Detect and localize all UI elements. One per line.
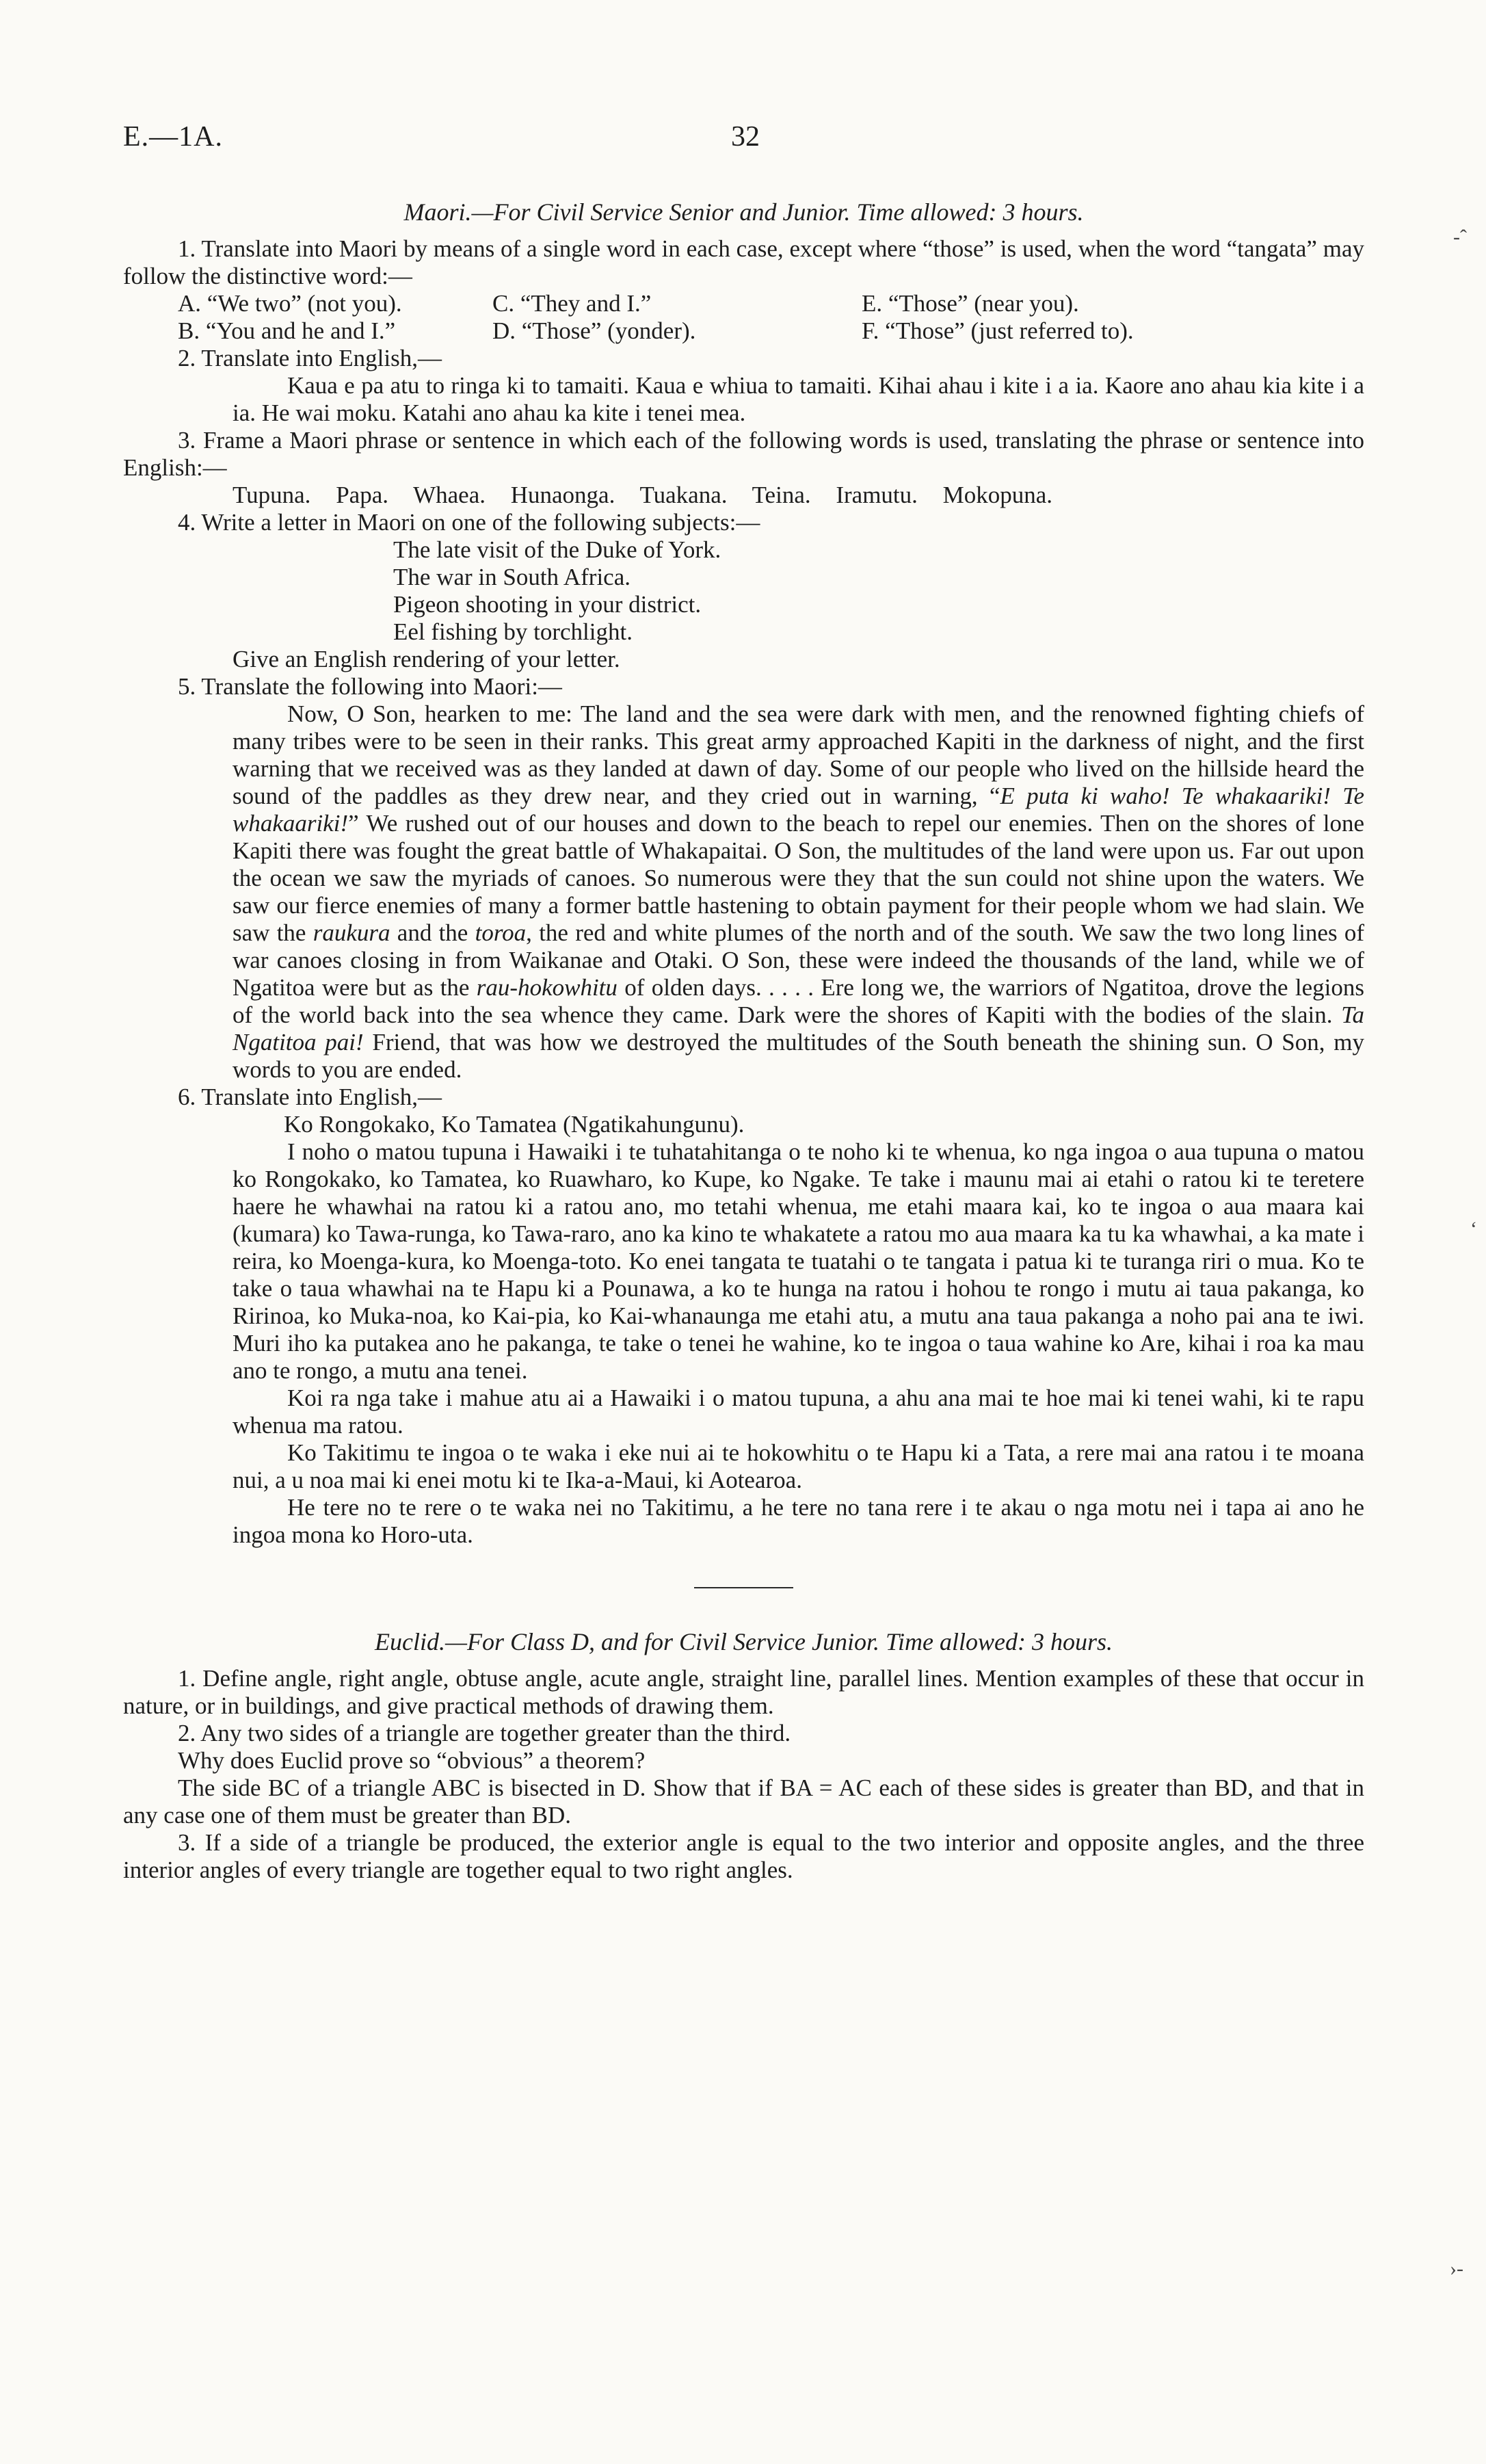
euclid-q2-why: Why does Euclid prove so “obvious” a theorem? [178,1747,646,1774]
maori-q4-footer: Give an English rendering of your letter. [233,646,620,672]
maori-q1-option-b: B. “You and he and I.” [178,317,396,344]
maori-q4-subject: The war in South Africa. [393,564,631,590]
maori-q6-paragraph: He tere no te rere o te waka nei no Takitimu, a he tere no tana rere i te akau o nga motu nei i tapa ai ano he ingoa mona ko Horo-uta. [233,1494,1364,1548]
maori-q6-paragraph: Koi ra nga take i mahue atu ai a Hawaiki i o matou tupuna, a ahu ana mai te hoe mai ki tenei wahi, ki te rapu whenua ma ratou. [233,1385,1364,1439]
document-page [123,123,1364,1884]
passage-text: of olden days. . . . . Ere long we, the warriors of Ngatitoa, drove the legions of the world back into the sea whence they came. Dark were the shores of Kapiti with the bodies of the slain. [233,974,1365,1028]
maori-q1-option-f: F. “Those” (just referred to). [862,317,1134,344]
maori-q5-text: 5. Translate the following into Maori:— [178,673,562,700]
maori-q6-title: Ko Rongokako, Ko Tamatea (Ngatikahungunu). [284,1111,745,1138]
maori-q1-options-row-1 [123,290,1364,317]
maori-q2-body: Kaua e pa atu to ringa ki to tamaiti. Kaua e whiua to tamaiti. Kihai ahau i kite i a ia. Kaore ano ahau kia kite i a ia. He wai moku. Katahi ano ahau ka kite i tenei mea. [233,372,1364,426]
passage-italic: E puta ki waho! Te whakaariki! Te whakaariki! [233,783,1364,837]
maori-q1-option-a: A. “We two” (not you). [178,290,402,317]
page-number: 32 [731,121,760,153]
maori-q1-option-e: E. “Those” (near you). [862,290,1079,317]
passage-text: ” We rushed out of our houses and down to the beach to repel our enemies. Then on the shores of lone Kapiti there was fought the great battle of Whakapaitai. O Son, the multitudes of the land were upon us. Far out upon the ocean we saw the myriads of canoes. So numerous were they that the sun could not shine upon the waters. We saw our fierce enemies of many a former battle hastening to obtain payment for their people whom we had slain. We saw the [233,810,1364,946]
euclid-heading: Euclid.—For Class D, and for Civil Service Junior. Time allowed: 3 hours. [375,1628,1113,1655]
euclid-q2: 2. Any two sides of a triangle are together greater than the third. [178,1720,791,1746]
maori-q4-text: 4. Write a letter in Maori on one of the following subjects:— [178,509,760,536]
margin-mark-middle: ‘ [1470,1218,1477,1240]
maori-q4-subject: Eel fishing by torchlight. [393,618,633,645]
maori-q3-word: Iramutu. [836,482,918,508]
maori-q3-text: 3. Frame a Maori phrase or sentence in which each of the following words is used, translating the phrase or sentence into English:— [123,427,1364,481]
passage-text: and the [390,919,475,946]
passage-text: Friend, that was how we destroyed the multitudes of the South beneath the shining sun. O Son, my words to you are ended. [233,1029,1364,1083]
passage-italic: Ta Ngatitoa pai! [233,1001,1364,1056]
passage-italic: toroa [475,919,527,946]
euclid-q1: 1. Define angle, right angle, obtuse angle, acute angle, straight line, parallel lines. Mention examples of these that occur in nature, or in buildings, and give practical methods of drawing them. [123,1665,1364,1719]
maori-q6-paragraph: Ko Takitimu te ingoa o te waka i eke nui ai te hokowhitu o te Hapu ki a Tata, a rere mai ana ratou i te moana nui, a u noa mai ki enei motu ki te Ika-a-Maui, ki Aotearoa. [233,1439,1364,1493]
passage-italic: raukura [313,919,390,946]
passage-text: Now, O Son, hearken to me: The land and the sea were dark with men, and the renowned fighting chiefs of many tribes were to be seen in their ranks. This great army approached Kapiti in the darkness of night, and the first warning that we received was as they landed at dawn of day. Some of our people who lived on the hillside heard the sound of the paddles as they drew near, and they cried out in warning, “ [233,700,1364,809]
maori-q2-text: 2. Translate into English,— [178,345,442,371]
maori-q4-subject: The late visit of the Duke of York. [393,536,721,563]
maori-q3-word: Tupuna. [233,482,311,508]
document-reference: E.—1A. [123,121,223,153]
maori-q6-text: 6. Translate into English,— [178,1084,442,1110]
maori-q4-subject: Pigeon shooting in your district. [393,591,702,618]
maori-q1-options-row-2 [123,317,1364,345]
maori-q3-word: Papa. [336,482,388,508]
maori-heading: Maori.—For Civil Service Senior and Junior. Time allowed: 3 hours. [403,198,1084,226]
maori-q3-word: Tuakana. [639,482,728,508]
margin-mark-bottom: ›- [1450,2257,1463,2280]
margin-mark-top: -ˆ [1453,226,1467,248]
maori-q3-word: Teina. [752,482,811,508]
maori-q1-text: 1. Translate into Maori by means of a single word in each case, except where “those” is used, when the word “tangata” may follow the distinctive word:— [123,235,1364,289]
euclid-q2-rider: The side BC of a triangle ABC is bisected in D. Show that if BA = AC each of these sides is greater than BD, and that in any case one of them must be greater than BD. [123,1774,1364,1829]
maori-q3-word: Mokopuna. [942,482,1053,508]
maori-q1-option-c: C. “They and I.” [492,290,652,317]
section-divider [694,1587,793,1588]
maori-q3-words [123,482,1364,509]
maori-q3-word: Hunaonga. [510,482,615,508]
passage-italic: rau-hokowhitu [476,974,618,1001]
euclid-q3: 3. If a side of a triangle be produced, the exterior angle is equal to the two interior and opposite angles, and the three interior angles of every triangle are together equal to two right angles. [123,1829,1364,1883]
maori-q1-option-d: D. “Those” (yonder). [492,317,696,344]
maori-q3-word: Whaea. [413,482,486,508]
maori-q5-passage [123,700,1364,1084]
passage-text: , the red and white plumes of the north and of the south. We saw the two long lines of war canoes closing in from Waikanae and Otaki. O Son, these were indeed the thousands of the land, while we of Ngatitoa were but as the [233,919,1364,1001]
maori-q6-paragraph: I noho o matou tupuna i Hawaiki i te tuhatahitanga o te noho ki te whenua, ko nga ingoa o aua tupuna o matou ko Rongokako, ko Tamatea, ko Ruawharo, ko Kupe, ko Ngake. Te take i maunu mai ai etahi o ratou ki te teretere haere he whawhai na ratou ki a ratou ano, mo tetahi whenua, me etahi maara kai, ko te ingoa o aua maara kai (kumara) ko Tawa-runga, ko Tawa-raro, ano ka kino te whakatete a ratou mo aua maara ka tu ka whawhai, a ka mate i reira, ko Moenga-kura, ko Moenga-toto. Ko enei tangata te tuatahi o te tangata i patua ki te turanga riri o mua. Ko te take o taua whawhai na te Hapu ki a Pounawa, a ko te hunga na ratou i hohou te rongo i mutu ai taua pakanga, ko Ririnoa, ko Muka-noa, ko Kai-pia, ko Kai-whanaunga me etahi atu, a mutu ana taua pakanga a noho pai ana te iwi. Muri iho ka putakea ano he pakanga, te take o tenei he wahine, ko te ingoa o taua wahine ko Are, kihai i roa ka mau ano te rongo, a mutu ana tenei. [233,1138,1364,1384]
